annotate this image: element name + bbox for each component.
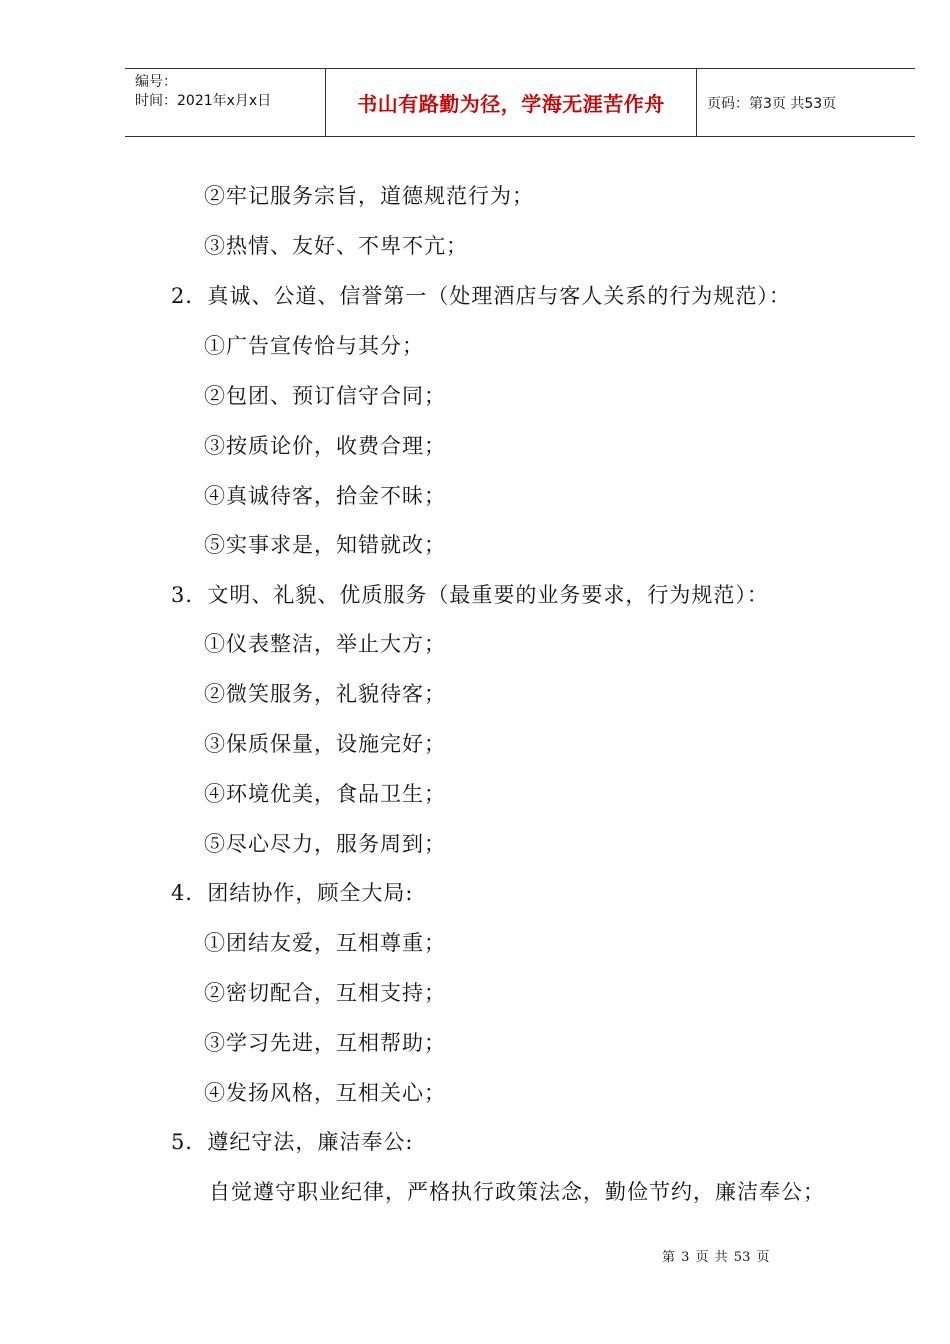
section-heading: 3．文明、礼貌、优质服务（最重要的业务要求，行为规范）： [171, 583, 769, 607]
list-item: ②密切配合，互相支持； [204, 981, 446, 1005]
header-motto: 书山有路勤为径，学海无涯苦作舟 [357, 92, 665, 116]
header-page-cell [697, 69, 915, 136]
header-page-code: 页码：第3页 共53页 [707, 95, 837, 112]
list-item: ①团结友爱，互相尊重； [204, 931, 446, 955]
footer-page-number: 第 3 页 共 53 页 [662, 1250, 770, 1265]
serial-number-label: 编号： [135, 74, 177, 90]
section-heading: 5．遵纪守法，廉洁奉公: [171, 1130, 414, 1154]
list-item: ③热情、友好、不卑不亢； [204, 234, 468, 258]
paragraph: 自觉遵守职业纪律，严格执行政策法念，勤俭节约，廉洁奉公； [209, 1180, 825, 1204]
list-item: ①仪表整洁，举止大方； [204, 632, 446, 656]
header-meta [125, 69, 326, 136]
page-header [125, 68, 915, 137]
list-item: ③按质论价，收费合理； [204, 434, 446, 458]
list-item: ④真诚待客，拾金不昧； [204, 484, 446, 508]
list-item: ④发扬风格，互相关心； [204, 1081, 446, 1105]
time-label: 时间：2021年x月x日 [135, 93, 272, 109]
list-item: ④环境优美，食品卫生； [204, 782, 446, 806]
section-heading: 2．真诚、公道、信誉第一（处理酒店与客人关系的行为规范）： [171, 284, 791, 308]
list-item: ③学习先进，互相帮助； [204, 1031, 446, 1055]
header-motto-cell [326, 69, 697, 136]
list-item: ②微笑服务，礼貌待客； [204, 682, 446, 706]
list-item: ①广告宣传恰与其分； [204, 334, 424, 358]
list-item: ②牢记服务宗旨，道德规范行为； [204, 184, 534, 208]
list-item: ③保质保量，设施完好； [204, 732, 446, 756]
section-heading: 4．团结协作，顾全大局: [171, 881, 414, 905]
list-item: ⑤尽心尽力，服务周到； [204, 832, 446, 856]
list-item: ⑤实事求是，知错就改； [204, 533, 446, 557]
list-item: ②包团、预订信守合同； [204, 384, 446, 408]
